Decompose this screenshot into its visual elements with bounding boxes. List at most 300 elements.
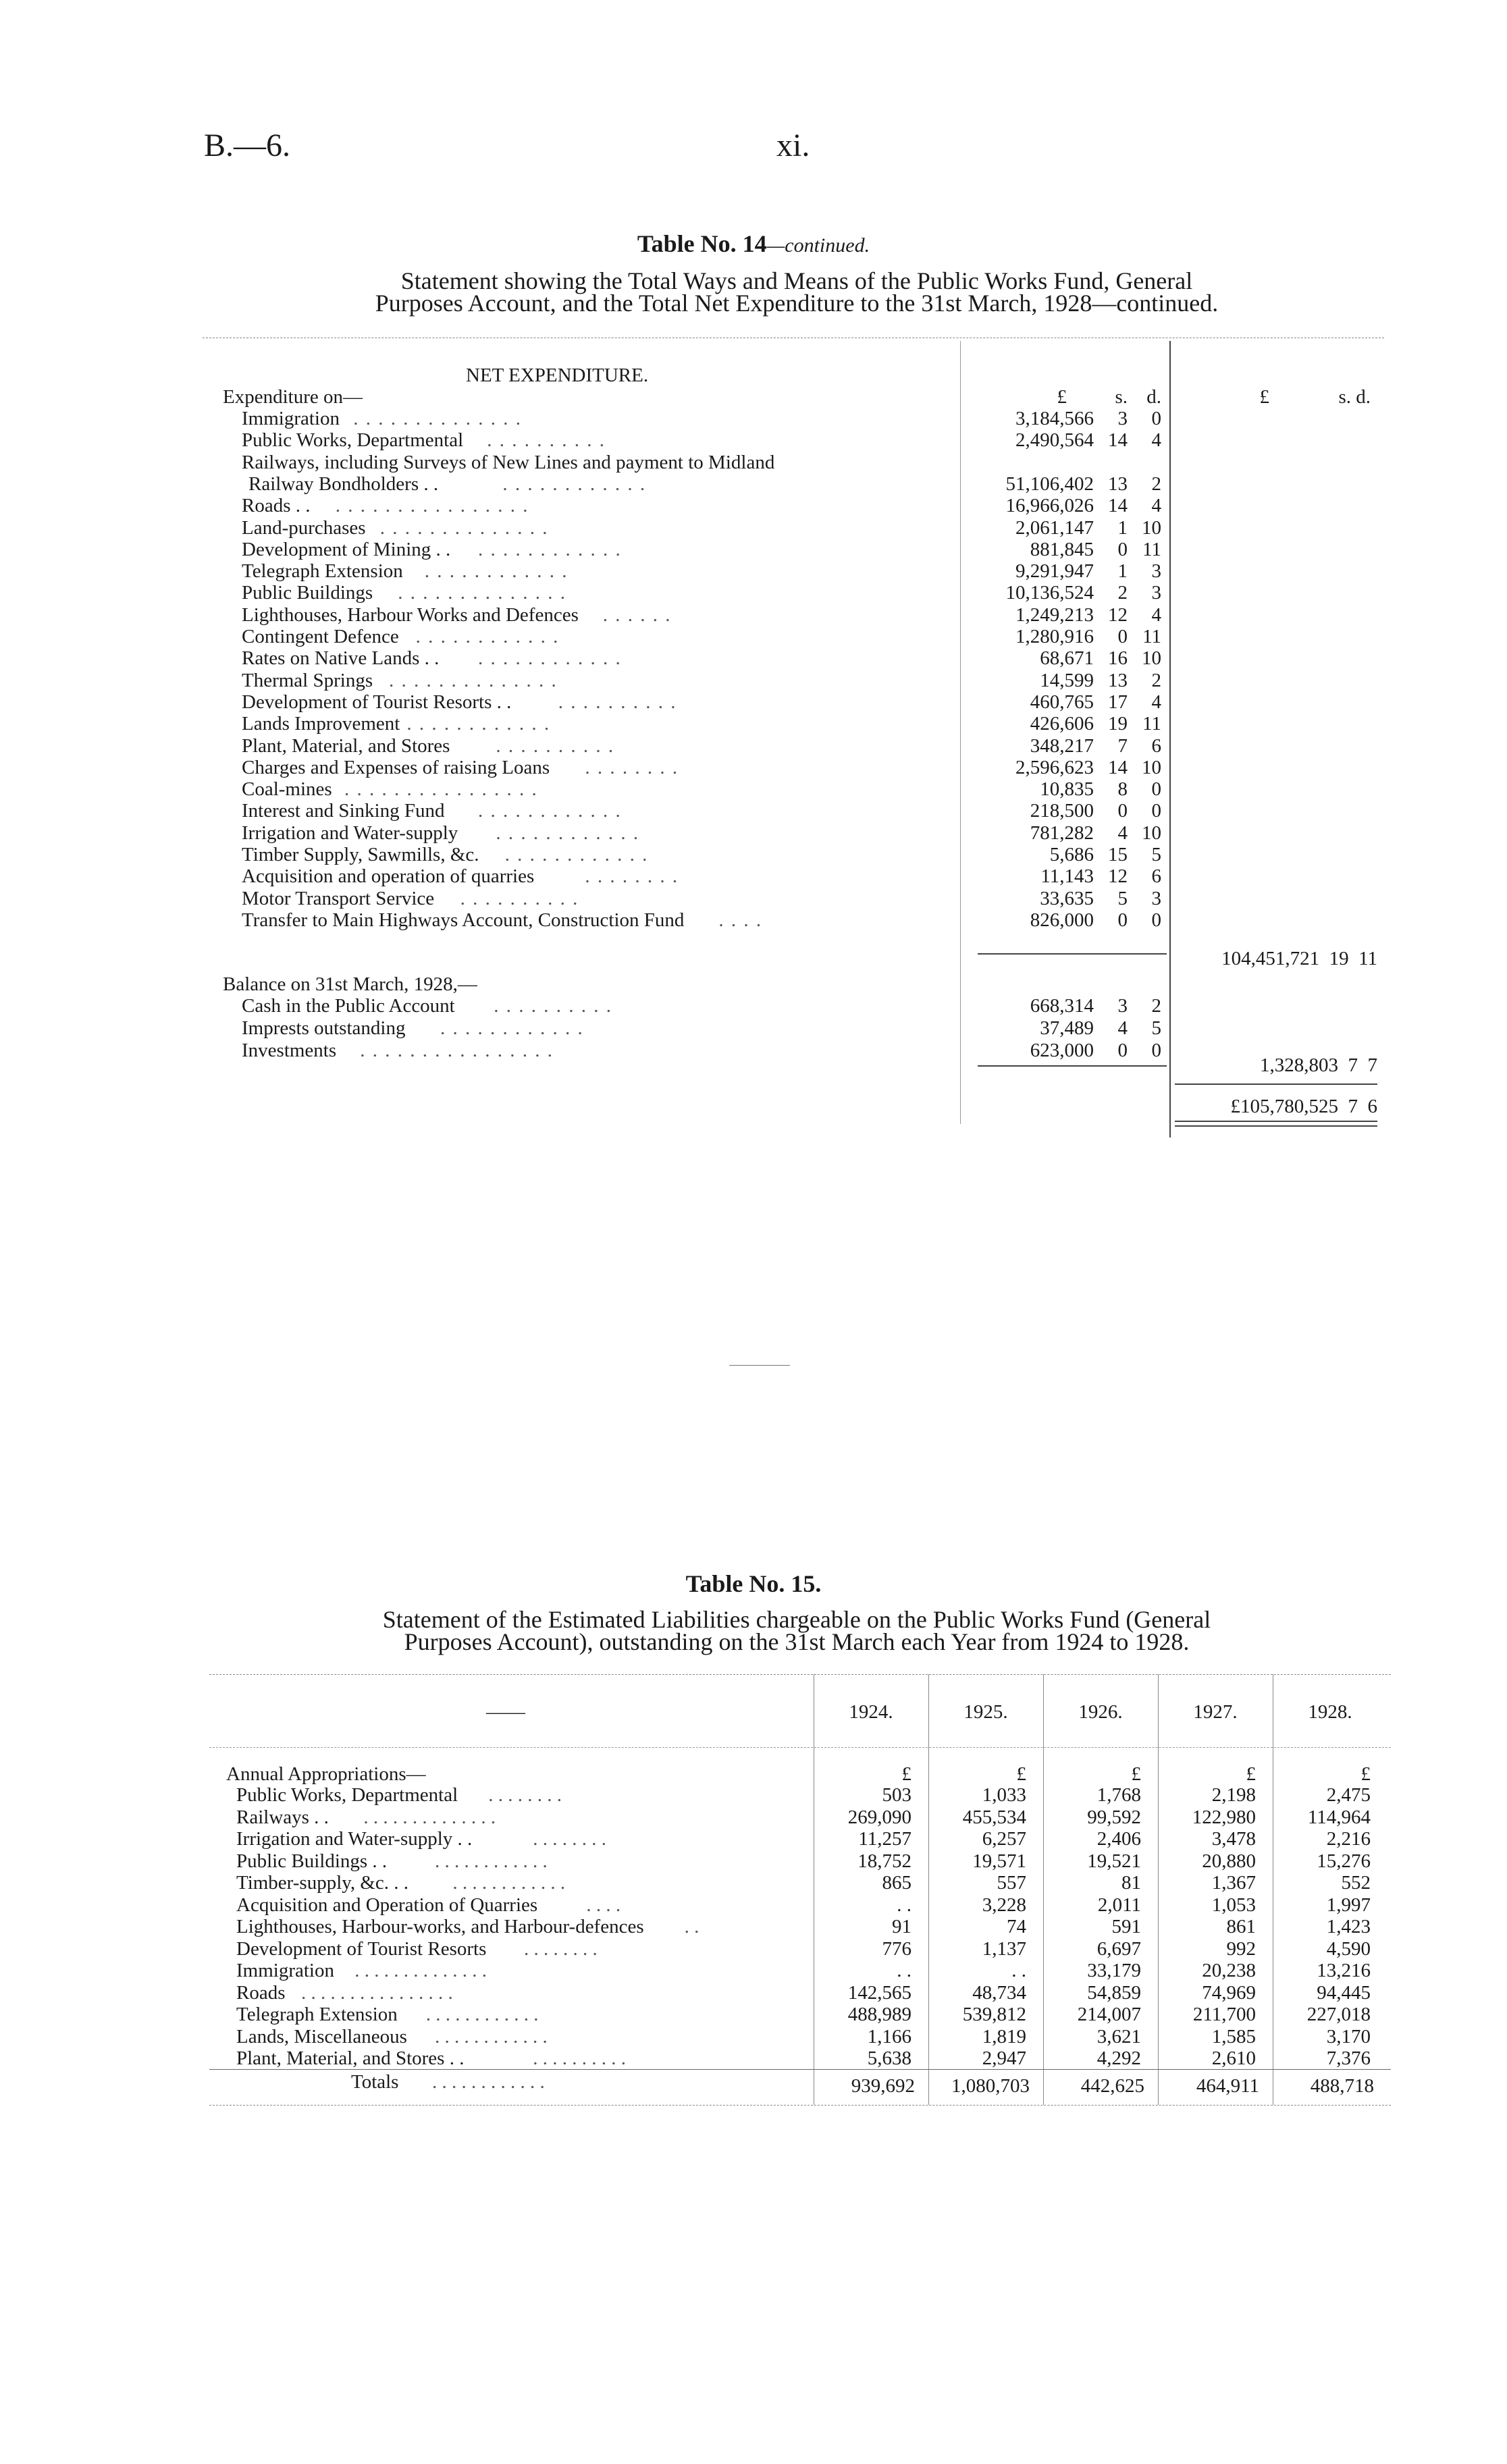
leader-dots: . . . . . . . . . . . . bbox=[424, 560, 569, 582]
liability-value: 20,238 bbox=[1202, 1960, 1256, 1981]
expenditure-row bbox=[203, 909, 1175, 931]
totals-label: Totals bbox=[351, 2071, 399, 2093]
amount-pence: 3 bbox=[1151, 582, 1161, 604]
amount-shillings: 0 bbox=[1117, 909, 1128, 931]
amount-shillings: 13 bbox=[1108, 473, 1128, 495]
expenditure-label: Acquisition and operation of quarries bbox=[242, 865, 535, 887]
expenditure-label: Roads . . bbox=[242, 495, 311, 516]
leader-dots: . . . . . . . . . . . . . . . . bbox=[360, 1040, 554, 1061]
balance-pounds: 37,489 bbox=[1040, 1017, 1094, 1039]
liability-label: Roads bbox=[236, 1982, 286, 2004]
amount-pounds: 51,106,402 bbox=[1005, 473, 1094, 495]
expenditure-label: Land-purchases bbox=[242, 517, 366, 539]
liability-value: 1,819 bbox=[982, 2026, 1026, 2047]
liability-label: Lighthouses, Harbour-works, and Harbour-defences bbox=[236, 1916, 644, 1937]
liability-row bbox=[209, 1828, 1391, 1850]
amount-pence: 11 bbox=[1142, 713, 1161, 734]
amount-shillings: 1 bbox=[1117, 560, 1128, 582]
liability-value: 1,033 bbox=[982, 1784, 1026, 1806]
amount-shillings: 3 bbox=[1117, 408, 1128, 429]
liability-label: Acquisition and Operation of Quarries bbox=[236, 1894, 538, 1916]
expenditure-row bbox=[203, 517, 1175, 539]
liability-row bbox=[209, 1938, 1391, 1960]
liability-value: 54,859 bbox=[1087, 1982, 1141, 2004]
expenditure-label: Development of Mining . . bbox=[242, 539, 451, 560]
liability-value: 48,734 bbox=[972, 1982, 1026, 2004]
amount-pounds: 460,765 bbox=[1030, 691, 1094, 713]
leader-dots: . . . . . . . . . . . . bbox=[504, 844, 649, 865]
leader-dots: . . . . . . . . . . . . . . . . bbox=[344, 778, 538, 800]
subtotal-balance-d: 7 bbox=[1367, 1054, 1377, 1076]
expenditure-row bbox=[203, 735, 1175, 757]
currency-symbol: £ bbox=[901, 1763, 911, 1785]
expenditure-label: Timber Supply, Sawmills, &c. bbox=[242, 844, 479, 865]
subtotal-expenditure bbox=[1175, 948, 1377, 970]
amount-pounds: 2,061,147 bbox=[1015, 517, 1094, 539]
liability-value: 2,011 bbox=[1097, 1894, 1141, 1916]
amount-pence: 4 bbox=[1151, 495, 1161, 516]
expenditure-row bbox=[203, 647, 1175, 669]
amount-pounds: 68,671 bbox=[1040, 647, 1094, 669]
subtotal-rule-2 bbox=[978, 1065, 1167, 1067]
leader-dots: . . . . . . . . . . bbox=[558, 691, 677, 713]
liability-value: 865 bbox=[882, 1872, 911, 1894]
amount-pence: 0 bbox=[1151, 778, 1161, 800]
expenditure-label: Interest and Sinking Fund bbox=[242, 800, 445, 822]
balance-pence: 0 bbox=[1151, 1040, 1161, 1061]
table15-blank-header: —— bbox=[486, 1701, 525, 1723]
amount-pounds: 881,845 bbox=[1030, 539, 1094, 560]
expenditure-label: Telegraph Extension bbox=[242, 560, 403, 582]
page-number: xi. bbox=[776, 128, 810, 163]
total-rule-bottom-2 bbox=[1175, 1125, 1377, 1127]
table14-statement-line2: Purposes Account, and the Total Net Expenditure to the 31st March, 1928—continued. bbox=[375, 290, 1219, 317]
liability-value: 74 bbox=[1007, 1916, 1026, 1937]
leader-dots: . . . . . . . . bbox=[488, 1784, 562, 1806]
liability-value: 3,170 bbox=[1326, 2026, 1371, 2047]
col-s-header: s. bbox=[1115, 386, 1128, 408]
expenditure-row bbox=[203, 626, 1175, 647]
grand-total-d: 6 bbox=[1367, 1096, 1377, 1117]
liability-value: 33,179 bbox=[1087, 1960, 1141, 1981]
liability-value: 1,367 bbox=[1211, 1872, 1256, 1894]
amount-pence: 2 bbox=[1151, 670, 1161, 691]
balance-row bbox=[203, 1017, 1175, 1039]
year-header-1: 1924. bbox=[849, 1701, 893, 1723]
liability-value: 3,228 bbox=[982, 1894, 1026, 1916]
amount-shillings: 12 bbox=[1108, 604, 1128, 626]
liability-value: 6,697 bbox=[1096, 1938, 1141, 1960]
liability-value: 13,216 bbox=[1317, 1960, 1371, 1981]
liability-value: 4,292 bbox=[1096, 2047, 1141, 2069]
table15 bbox=[209, 1674, 1391, 2153]
leader-dots: . . . . . . . . bbox=[585, 865, 679, 887]
liability-row bbox=[209, 1806, 1391, 1828]
currency-symbol: £ bbox=[1016, 1763, 1026, 1785]
amount-pence: 6 bbox=[1151, 865, 1161, 887]
liability-value: 591 bbox=[1111, 1916, 1141, 1937]
liability-value: 488,989 bbox=[847, 2004, 911, 2025]
leader-dots: . . . . . . . . bbox=[585, 757, 679, 778]
expenditure-label: Immigration bbox=[242, 408, 340, 429]
liability-label: Telegraph Extension bbox=[236, 2004, 398, 2025]
balance-row bbox=[203, 1040, 1175, 1061]
expenditure-label: Public Buildings bbox=[242, 582, 373, 604]
expenditure-row bbox=[203, 800, 1175, 822]
leader-dots: . . . . . . bbox=[602, 604, 672, 626]
grand-total-s: 7 bbox=[1348, 1096, 1358, 1117]
grand-total-pounds: £105,780,525 bbox=[1230, 1096, 1338, 1117]
liability-label: Immigration bbox=[236, 1960, 334, 1981]
liability-row bbox=[209, 2026, 1391, 2047]
liability-value: 3,478 bbox=[1211, 1828, 1256, 1850]
table15-header-rule bbox=[209, 1747, 1391, 1748]
table15-statement-line1: Statement of the Estimated Liabilities chargeable on the Public Works Fund (General bbox=[382, 1606, 1211, 1633]
balance-item-label: Cash in the Public Account bbox=[242, 995, 455, 1017]
table15-top-rule bbox=[209, 1674, 1391, 1675]
liability-value: 1,053 bbox=[1211, 1894, 1256, 1916]
amount-pence: 0 bbox=[1151, 800, 1161, 822]
expenditure-label: Contingent Defence bbox=[242, 626, 399, 647]
liability-label: Public Buildings . . bbox=[236, 1850, 388, 1872]
liability-label: Development of Tourist Resorts bbox=[236, 1938, 487, 1960]
leader-dots: . . . . . . . . . . . . bbox=[415, 626, 560, 647]
liability-value: 552 bbox=[1341, 1872, 1371, 1894]
total-value: 939,692 bbox=[851, 2075, 915, 2097]
amount-shillings: 5 bbox=[1117, 888, 1128, 909]
liability-value: . . bbox=[897, 1894, 911, 1916]
amount-shillings: 13 bbox=[1108, 670, 1128, 691]
balance-pounds: 668,314 bbox=[1030, 995, 1094, 1017]
amount-pence: 2 bbox=[1151, 473, 1161, 495]
expenditure-row bbox=[203, 452, 1175, 473]
expenditure-row bbox=[203, 822, 1175, 844]
expenditure-row bbox=[203, 604, 1175, 626]
amount-shillings: 16 bbox=[1108, 647, 1128, 669]
liability-value: 2,198 bbox=[1211, 1784, 1256, 1806]
leader-dots: . . . . . . . . . . . . . . . . bbox=[335, 495, 529, 516]
amount-pounds: 3,184,566 bbox=[1015, 408, 1094, 429]
liability-value: 3,621 bbox=[1096, 2026, 1141, 2047]
total-value: 442,625 bbox=[1080, 2075, 1144, 2097]
leader-dots: . . . . . . . . . . . . . . bbox=[363, 1806, 496, 1828]
leader-dots: . . . . . . . . . . . . . . . . bbox=[301, 1982, 453, 2004]
amount-pence: 11 bbox=[1142, 539, 1161, 560]
amount-pounds: 10,835 bbox=[1040, 778, 1094, 800]
balance-shillings: 3 bbox=[1117, 995, 1128, 1017]
balance-pence: 5 bbox=[1151, 1017, 1161, 1039]
liability-value: 81 bbox=[1121, 1872, 1141, 1894]
amount-shillings: 1 bbox=[1117, 517, 1128, 539]
liability-row bbox=[209, 1916, 1391, 1937]
leader-dots: . . . . . . . . . . . . bbox=[502, 473, 647, 495]
leader-dots: . . . . . . . . . . bbox=[496, 735, 615, 757]
amount-pence: 5 bbox=[1151, 844, 1161, 865]
col-d-header: d. bbox=[1146, 386, 1161, 408]
liability-value: 2,406 bbox=[1096, 1828, 1141, 1850]
liability-value: 776 bbox=[882, 1938, 911, 1960]
year-header-4: 1927. bbox=[1193, 1701, 1238, 1723]
subtotal-balance-s: 7 bbox=[1348, 1054, 1358, 1076]
totals-leaders: . . . . . . . . . . . . bbox=[432, 2071, 545, 2093]
liability-label: Railways . . bbox=[236, 1806, 329, 1828]
liability-value: 142,565 bbox=[847, 1982, 911, 2004]
total-value: 1,080,703 bbox=[951, 2075, 1030, 2097]
col-pounds-header: £ bbox=[1057, 386, 1067, 408]
subtotal-balance-pounds: 1,328,803 bbox=[1260, 1054, 1338, 1076]
expenditure-label: Transfer to Main Highways Account, Construction Fund bbox=[242, 909, 685, 931]
expenditure-row bbox=[203, 778, 1175, 800]
amount-pence: 4 bbox=[1151, 604, 1161, 626]
amount-shillings: 7 bbox=[1117, 735, 1128, 757]
amount-pounds: 11,143 bbox=[1040, 865, 1094, 887]
amount-shillings: 0 bbox=[1117, 800, 1128, 822]
liability-value: 7,376 bbox=[1326, 2047, 1371, 2069]
amount-pounds: 2,596,623 bbox=[1015, 757, 1094, 778]
liability-value: 211,700 bbox=[1192, 2004, 1256, 2025]
amount-pounds: 1,249,213 bbox=[1015, 604, 1094, 626]
expenditure-row bbox=[203, 691, 1175, 713]
liability-value: 1,423 bbox=[1326, 1916, 1371, 1937]
expenditure-label: Railways, including Surveys of New Lines and payment to Midland bbox=[242, 452, 775, 473]
amount-pounds: 5,686 bbox=[1049, 844, 1094, 865]
amount-shillings: 8 bbox=[1117, 778, 1128, 800]
leader-dots: . . . . . . . . . . . . bbox=[425, 2004, 539, 2025]
balance-pence: 2 bbox=[1151, 995, 1161, 1017]
col-sd2-header: s. d. bbox=[1338, 386, 1371, 408]
subtotal-rule-1 bbox=[978, 953, 1167, 955]
liability-value: 1,768 bbox=[1096, 1784, 1141, 1806]
amount-pence: 0 bbox=[1151, 909, 1161, 931]
table15-totals-rule bbox=[209, 2069, 1391, 2070]
expenditure-label: Irrigation and Water-supply bbox=[242, 822, 458, 844]
leader-dots: . . . . . . . . . . . . bbox=[435, 2026, 548, 2047]
total-value: 488,718 bbox=[1310, 2075, 1374, 2097]
leader-dots: . . . . . . . . . . . . bbox=[478, 539, 622, 560]
table14-title bbox=[0, 230, 1507, 258]
liability-value: 19,571 bbox=[972, 1850, 1026, 1872]
subtotal-expenditure-pounds: 104,451,721 bbox=[1221, 948, 1320, 969]
expenditure-label: Railway Bondholders . . bbox=[248, 473, 439, 495]
net-expenditure-heading: NET EXPENDITURE. bbox=[466, 365, 649, 386]
leader-dots: . . . . . . . . . . . . bbox=[440, 1017, 584, 1039]
liability-value: 455,534 bbox=[962, 1806, 1026, 1828]
liability-label: Lands, Miscellaneous bbox=[236, 2026, 407, 2047]
currency-symbol: £ bbox=[1360, 1763, 1371, 1785]
liability-value: 74,969 bbox=[1202, 1982, 1256, 2004]
expenditure-row bbox=[203, 582, 1175, 604]
leader-dots: . . . . bbox=[586, 1894, 621, 1916]
amount-pence: 3 bbox=[1151, 888, 1161, 909]
col-pounds2-header: £ bbox=[1259, 386, 1269, 408]
leader-dots: . . . . . . . . . . . . bbox=[478, 647, 622, 669]
liability-value: 861 bbox=[1226, 1916, 1256, 1937]
amount-pounds: 2,490,564 bbox=[1015, 429, 1094, 451]
amount-pounds: 33,635 bbox=[1040, 888, 1094, 909]
amount-pence: 10 bbox=[1142, 517, 1161, 539]
amount-pence: 11 bbox=[1142, 626, 1161, 647]
liability-label: Timber-supply, &c. . . bbox=[236, 1872, 409, 1894]
table15-bottom-rule bbox=[209, 2105, 1391, 2106]
amount-shillings: 0 bbox=[1117, 539, 1128, 560]
subtotal-expenditure-d: 11 bbox=[1358, 948, 1377, 969]
leader-dots: . . . . . . . . . . . . bbox=[478, 800, 622, 822]
table15-statement bbox=[203, 1606, 1391, 1655]
liability-value: 269,090 bbox=[847, 1806, 911, 1828]
leader-dots: . . . . . . . . . . . . . . bbox=[389, 670, 558, 691]
amount-pounds: 826,000 bbox=[1030, 909, 1094, 931]
currency-symbol: £ bbox=[1246, 1763, 1256, 1785]
year-header-3: 1926. bbox=[1078, 1701, 1123, 1723]
amount-pounds: 1,280,916 bbox=[1015, 626, 1094, 647]
expenditure-row bbox=[203, 670, 1175, 691]
liability-value: 122,980 bbox=[1192, 1806, 1256, 1828]
liability-row bbox=[209, 1894, 1391, 1916]
liability-value: 2,610 bbox=[1211, 2047, 1256, 2069]
expenditure-row bbox=[203, 408, 1175, 429]
subtotal-balance bbox=[1175, 1054, 1377, 1077]
leader-dots: . . . . . . . . . . bbox=[533, 2047, 626, 2069]
amount-pence: 3 bbox=[1151, 560, 1161, 582]
liability-value: 20,880 bbox=[1202, 1850, 1256, 1872]
expenditure-group-label: Expenditure on— bbox=[223, 386, 363, 408]
liability-value: 11,257 bbox=[858, 1828, 911, 1850]
liability-value: 227,018 bbox=[1306, 2004, 1371, 2025]
liability-label: Public Works, Departmental bbox=[236, 1784, 458, 1806]
amount-shillings: 14 bbox=[1108, 495, 1128, 516]
leader-dots: . . . . . . . . . . . . . . bbox=[379, 517, 549, 539]
expenditure-row bbox=[203, 713, 1175, 734]
liability-value: 19,521 bbox=[1087, 1850, 1141, 1872]
liability-label: Irrigation and Water-supply . . bbox=[236, 1828, 473, 1850]
leader-dots: . . . . . . . . . . bbox=[487, 429, 606, 451]
liability-value: 2,216 bbox=[1326, 1828, 1371, 1850]
leader-dots: . . . . . . . . . . . . . . bbox=[354, 1960, 487, 1981]
amount-pounds: 218,500 bbox=[1030, 800, 1094, 822]
amount-pounds: 14,599 bbox=[1040, 670, 1094, 691]
amount-shillings: 14 bbox=[1108, 757, 1128, 778]
table14-statement bbox=[203, 267, 1391, 317]
amount-shillings: 14 bbox=[1108, 429, 1128, 451]
separator-mark bbox=[729, 1365, 790, 1366]
liability-row bbox=[209, 1960, 1391, 1981]
liability-value: 91 bbox=[892, 1916, 911, 1937]
amount-pounds: 9,291,947 bbox=[1015, 560, 1094, 582]
balance-shillings: 0 bbox=[1117, 1040, 1128, 1061]
expenditure-row bbox=[203, 865, 1175, 887]
subtotal-expenditure-s: 19 bbox=[1329, 948, 1349, 969]
expenditure-label: Thermal Springs bbox=[242, 670, 373, 691]
liability-value: 2,475 bbox=[1326, 1784, 1371, 1806]
currency-symbol: £ bbox=[1131, 1763, 1141, 1785]
amount-shillings: 2 bbox=[1117, 582, 1128, 604]
liability-value: . . bbox=[897, 1960, 911, 1981]
amount-pence: 6 bbox=[1151, 735, 1161, 757]
amount-pounds: 10,136,524 bbox=[1005, 582, 1094, 604]
amount-shillings: 4 bbox=[1117, 822, 1128, 844]
amount-pence: 10 bbox=[1142, 647, 1161, 669]
liability-value: 214,007 bbox=[1077, 2004, 1141, 2025]
liability-row bbox=[209, 2004, 1391, 2025]
liability-value: 114,964 bbox=[1307, 1806, 1371, 1828]
year-header-2: 1925. bbox=[963, 1701, 1008, 1723]
liability-row bbox=[209, 1850, 1391, 1872]
leader-dots: . . . . . . . . . . . . bbox=[435, 1850, 548, 1872]
expenditure-label: Public Works, Departmental bbox=[242, 429, 464, 451]
amount-pence: 4 bbox=[1151, 429, 1161, 451]
balance-label: Balance on 31st March, 1928,— bbox=[223, 973, 477, 995]
expenditure-label: Motor Transport Service bbox=[242, 888, 435, 909]
leader-dots: . . . . . . . . . . . . bbox=[496, 822, 640, 844]
amount-pounds: 16,966,026 bbox=[1005, 495, 1094, 516]
liability-value: 539,812 bbox=[962, 2004, 1026, 2025]
liability-value: 99,592 bbox=[1087, 1806, 1141, 1828]
total-value: 464,911 bbox=[1196, 2075, 1259, 2097]
balance-row bbox=[203, 995, 1175, 1017]
amount-pence: 0 bbox=[1151, 408, 1161, 429]
expenditure-label: Rates on Native Lands . . bbox=[242, 647, 440, 669]
expenditure-label: Development of Tourist Resorts . . bbox=[242, 691, 512, 713]
grand-total bbox=[1175, 1096, 1377, 1118]
liability-value: 2,947 bbox=[982, 2047, 1026, 2069]
liability-value: 992 bbox=[1226, 1938, 1256, 1960]
leader-dots: . . . . . . . . bbox=[533, 1828, 606, 1850]
expenditure-row bbox=[203, 495, 1175, 516]
table15-title: Table No. 15. bbox=[685, 1570, 822, 1597]
liability-value: 94,445 bbox=[1317, 1982, 1371, 2004]
liability-value: 1,166 bbox=[867, 2026, 911, 2047]
expenditure-label: Plant, Material, and Stores bbox=[242, 735, 450, 757]
liability-row bbox=[209, 1872, 1391, 1894]
expenditure-row bbox=[203, 539, 1175, 560]
amount-shillings: 17 bbox=[1108, 691, 1128, 713]
table14 bbox=[203, 338, 1384, 1181]
amount-shillings: 0 bbox=[1117, 626, 1128, 647]
liability-value: 6,257 bbox=[982, 1828, 1026, 1850]
table15-statement-line2: Purposes Account), outstanding on the 31st March each Year from 1924 to 1928. bbox=[404, 1628, 1190, 1655]
expenditure-row bbox=[203, 844, 1175, 865]
expenditure-row bbox=[203, 473, 1175, 495]
balance-item-label: Investments bbox=[242, 1040, 337, 1061]
amount-pounds: 348,217 bbox=[1030, 735, 1094, 757]
amount-pounds: 426,606 bbox=[1030, 713, 1094, 734]
amount-pence: 10 bbox=[1142, 822, 1161, 844]
liability-value: 557 bbox=[997, 1872, 1026, 1894]
liability-value: 1,137 bbox=[982, 1938, 1026, 1960]
expenditure-row bbox=[203, 429, 1175, 451]
amount-pounds: 781,282 bbox=[1030, 822, 1094, 844]
leader-dots: . . . . bbox=[718, 909, 763, 931]
table14-title-suffix: —continued. bbox=[766, 234, 870, 257]
leader-dots: . . bbox=[684, 1916, 699, 1937]
liability-label: Plant, Material, and Stores . . bbox=[236, 2047, 465, 2069]
liability-value: 18,752 bbox=[857, 1850, 911, 1872]
amount-pence: 4 bbox=[1151, 691, 1161, 713]
balance-pounds: 623,000 bbox=[1030, 1040, 1094, 1061]
liability-value: 1,997 bbox=[1326, 1894, 1371, 1916]
liability-value: . . bbox=[1011, 1960, 1026, 1981]
amount-pence: 10 bbox=[1142, 757, 1161, 778]
amount-shillings: 19 bbox=[1108, 713, 1128, 734]
liability-value: 1,585 bbox=[1211, 2026, 1256, 2047]
expenditure-label: Lands Improvement bbox=[242, 713, 400, 734]
year-header-5: 1928. bbox=[1308, 1701, 1352, 1723]
expenditure-row bbox=[203, 757, 1175, 778]
expenditure-row bbox=[203, 560, 1175, 582]
leader-dots: . . . . . . . . . . . . bbox=[452, 1872, 566, 1894]
page-ref-left: B.—6. bbox=[204, 128, 291, 163]
total-rule-bottom-1 bbox=[1175, 1121, 1377, 1122]
